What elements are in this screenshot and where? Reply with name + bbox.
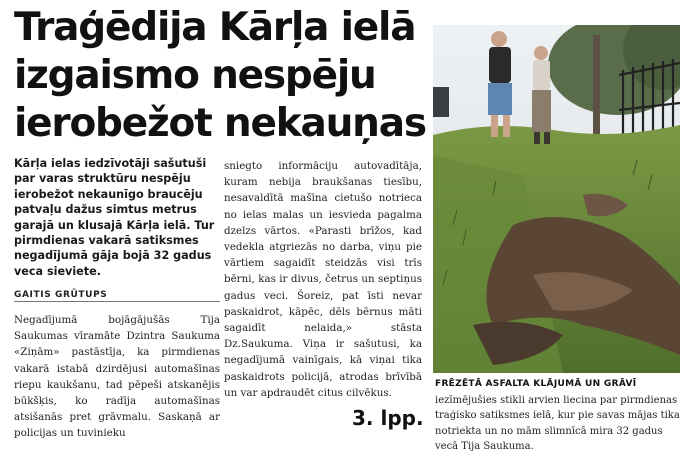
news-photo bbox=[433, 25, 680, 373]
photo-caption bbox=[435, 376, 680, 455]
page-reference: 3. lpp. bbox=[352, 406, 424, 430]
byline: GAITIS GRŪTUPS bbox=[14, 290, 220, 302]
photo-caption-heading: FRĒZĒTĀ ASFALTA KLĀJUMĀ UN GRĀVĪ bbox=[435, 379, 637, 389]
photo-caption-text: iezīmējušies stikli arvien liecina par pirmdienas traģisko satiksmes ielā, kur pie savas mājas tika notriekta un no mām slimnīcā mira 32 gadus vecā Tija Saukuma. bbox=[435, 394, 680, 452]
photo-illustration bbox=[433, 25, 680, 373]
article-body-column-2: sniegto informāciju autovadītāja, kuram nebija braukšanas tiesību, nesavaldītā mašīna cietušo notrieca no ielas malas un iesvieda pagalma dzelzs vārtos. «Parasti brīžos, kad vedekla atgriezās no darba, viņu pie vārtiem sagaidīt steidzās visi trīs bērni, kas ir divus, četrus un septiņus gadus veci. Šoreiz, pat īsti nevar paskaidrot, kāpēc, dēls bērnus māti sagaidīt nelaida,» stāsta Dz.Saukuma. Viņa ir sašutusi, ka negadījumā vainīgais, kā viņai tika paskaidrots policijā, atrodas brīvībā un var apdraudēt citus cilvēkus. bbox=[224, 160, 422, 399]
article-body-column-1: Negadījumā bojāgājušās Tija Saukumas vīramāte Dzintra Saukuma «Ziņām» pastāstīja, ka pirmdienas vakarā istabā dzirdējusi automašīnas riepu kaukšanu, tad pēpeši atskanējis būkšķis, ko radīja automašīnas atsišanās pret grāvmalu. Saskaņā ar policijas un tuvinieku bbox=[14, 314, 220, 440]
lead-paragraph: Kārļa ielas iedzīvotāji sašutuši par varas struktūru nespēju ierobežot nekaunīgo braucēju patvaļu dažus simtus metrus garajā un klusajā Kārļa ielā. Tur pirmdienas vakarā satiksmes negadījumā gāja bojā 32 gadus veca sieviete. bbox=[14, 157, 215, 278]
headline: Traģēdija Kārļa ielā izgaismo nespēju ierobežot nekauņas bbox=[14, 5, 426, 146]
